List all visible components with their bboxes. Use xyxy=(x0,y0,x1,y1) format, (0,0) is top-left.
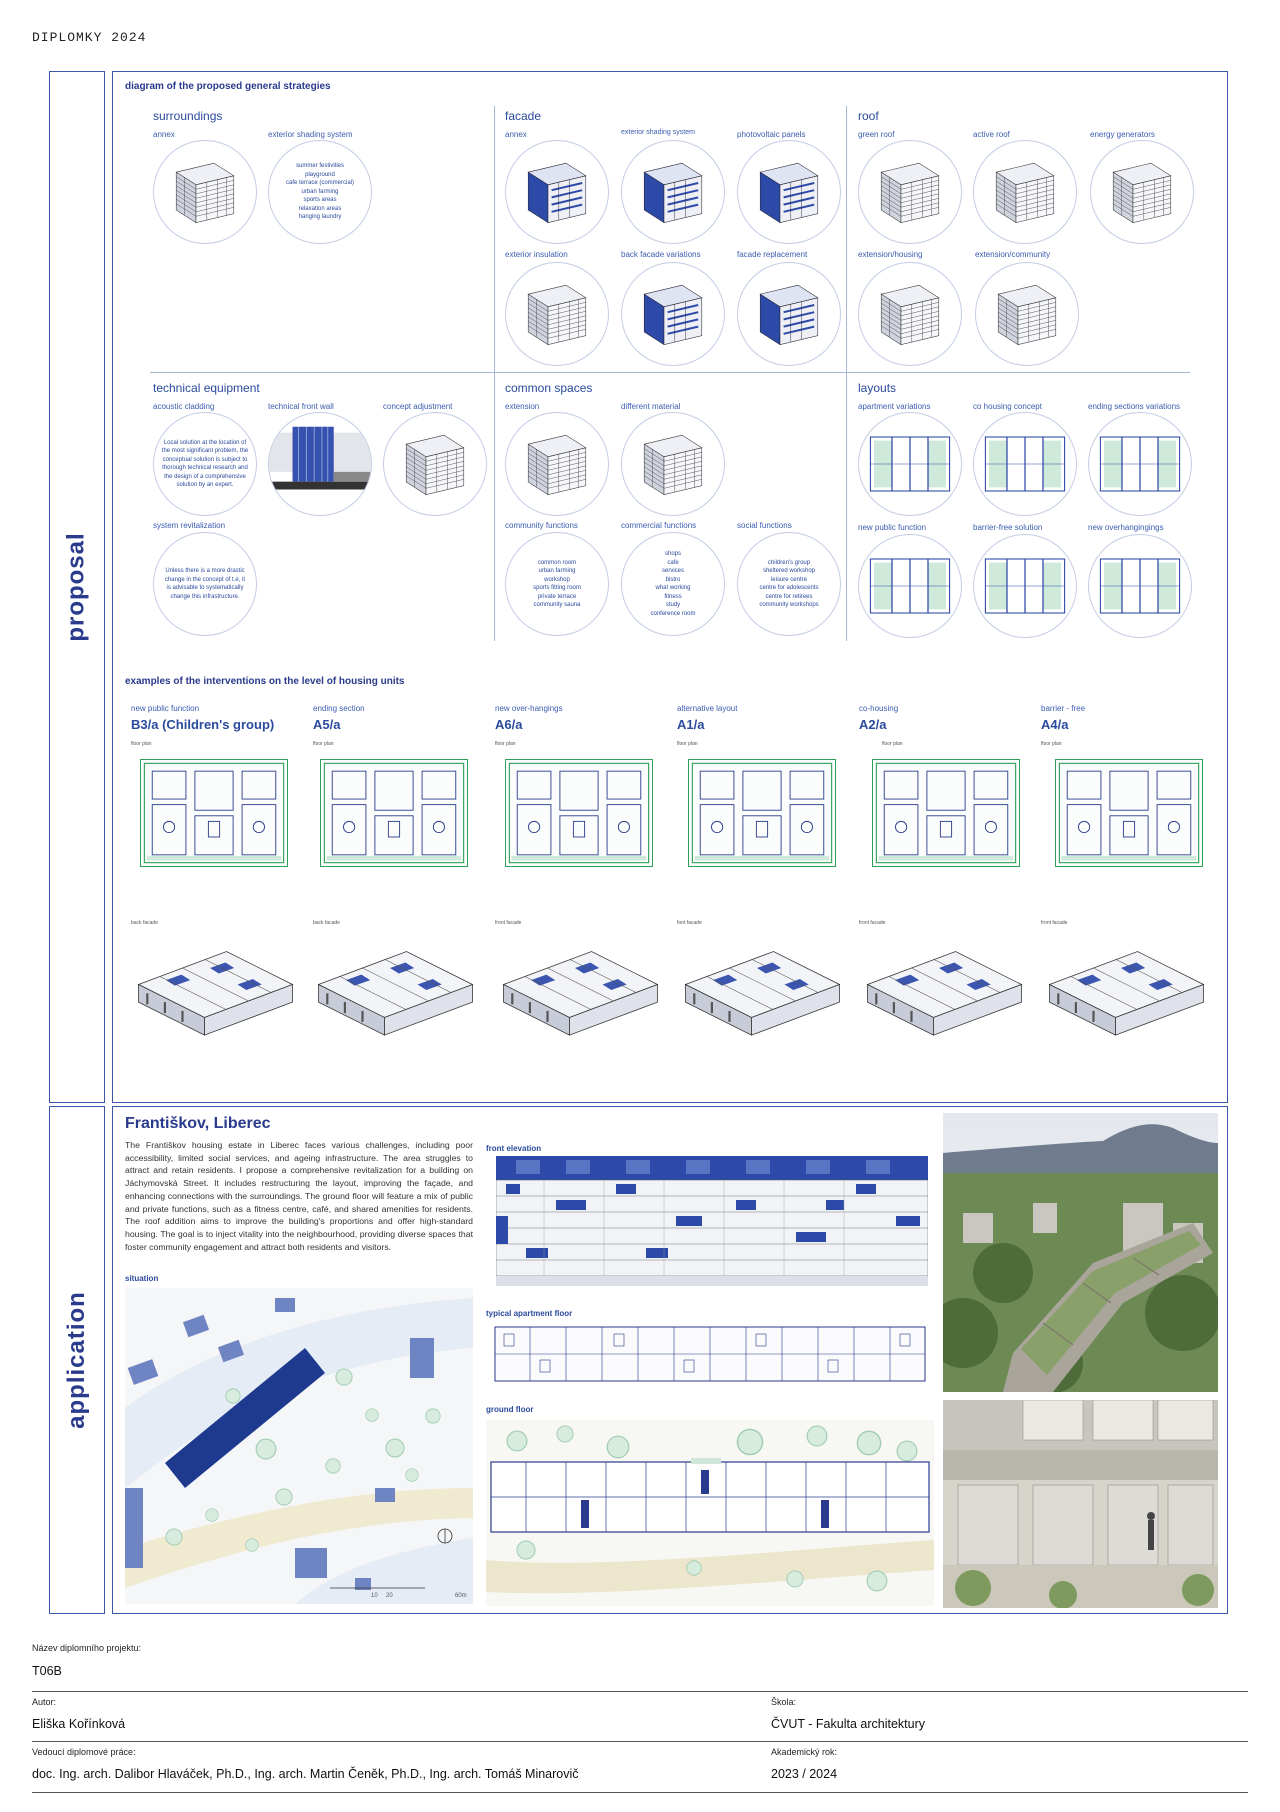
front-wall-icon xyxy=(269,412,371,516)
building-blue-icon xyxy=(744,278,834,350)
building-blue-icon xyxy=(512,156,602,228)
unit-code: A4/a xyxy=(1041,717,1069,732)
scale-10: 10 xyxy=(371,1593,378,1599)
social-item: children's group xyxy=(767,559,811,566)
building-icon xyxy=(982,278,1072,350)
floor-plan-label: floor plan xyxy=(1041,741,1062,747)
year-label: Akademický rok: xyxy=(771,1747,838,1757)
school-label: Škola: xyxy=(771,1697,797,1707)
building-icon xyxy=(160,156,250,228)
lbl-ext-community: extension/community xyxy=(975,250,1051,259)
building-icon xyxy=(865,278,955,350)
lbl-cohousing: co housing concept xyxy=(973,402,1042,411)
divider xyxy=(846,106,847,641)
acoustic-line: thorough technical research and xyxy=(162,465,248,471)
commercial-item: fitness xyxy=(664,593,682,600)
social-item: community workshops xyxy=(759,602,819,608)
floor-plan-label: floor plan xyxy=(313,741,334,747)
unit-kind: barrier - free xyxy=(1041,704,1086,713)
cat-roof: roof xyxy=(858,109,879,123)
building-icon xyxy=(512,428,602,500)
community-item: community sauna xyxy=(533,602,581,608)
circle-facade-annex xyxy=(505,140,609,244)
floor-plan xyxy=(1055,759,1203,867)
lbl-material: different material xyxy=(621,402,681,411)
lbl-ext-housing: extension/housing xyxy=(858,250,923,259)
lbl-photovoltaic: photovoltaic panels xyxy=(737,130,806,139)
lbl-facade-annex: annex xyxy=(505,130,527,139)
lbl-exterior-shading: exterior shading system xyxy=(268,130,353,139)
revitalization-line: change in the concept of t.e, it xyxy=(164,576,246,583)
school-value: ČVUT - Fakulta architektury xyxy=(771,1717,925,1731)
plan-icon xyxy=(865,428,955,500)
circle-concept xyxy=(383,412,487,516)
lbl-barrier: barrier-free solution xyxy=(973,523,1043,532)
circle-extension xyxy=(505,412,609,516)
sidebar-application xyxy=(49,1106,105,1614)
lbl-ending: ending sections variations xyxy=(1088,402,1181,411)
divider xyxy=(32,1691,1248,1692)
ground-floor-plan xyxy=(486,1420,934,1606)
shading-item: summer festivities xyxy=(295,163,344,170)
circle-acoustic xyxy=(153,412,257,516)
ground-floor-label: ground floor xyxy=(486,1405,534,1414)
street-render xyxy=(943,1400,1218,1608)
lbl-apartment: apartment variations xyxy=(858,402,931,411)
lbl-back-variations: back facade variations xyxy=(621,250,701,259)
building-icon xyxy=(744,156,834,228)
floor-plan-label: floor plan xyxy=(882,741,903,747)
lbl-facade-shading: exterior shading system xyxy=(621,129,695,136)
scale-60m: 60m xyxy=(455,1593,467,1599)
axonometric-view xyxy=(133,940,298,1040)
sidebar-proposal-label: proposal xyxy=(63,532,90,642)
circle-replacement xyxy=(737,262,841,366)
circle-material xyxy=(621,412,725,516)
shading-item: sports areas xyxy=(303,197,337,204)
divider xyxy=(494,106,495,641)
author-value: Eliška Kořínková xyxy=(32,1717,126,1731)
circle-cohousing xyxy=(973,412,1077,516)
floor-plan xyxy=(140,759,288,867)
building-icon xyxy=(628,156,718,228)
circle-annex xyxy=(153,140,257,244)
axonometric-view xyxy=(498,940,663,1040)
community-item: private terrace xyxy=(537,593,577,600)
lbl-replacement: facade replacement xyxy=(737,250,808,259)
typical-floor-plan xyxy=(494,1326,926,1382)
circle-photovoltaic xyxy=(737,140,841,244)
acoustic-line: Local solution at the location of xyxy=(163,439,247,446)
circle-commercial xyxy=(621,532,725,636)
divider xyxy=(150,372,1190,373)
lbl-concept: concept adjustment xyxy=(383,402,453,411)
revitalization-line: change this infrastructure. xyxy=(170,593,240,600)
plan-icon xyxy=(1095,550,1185,622)
lbl-annex: annex xyxy=(153,130,175,139)
circle-ext-community xyxy=(975,262,1079,366)
unit-kind: co-housing xyxy=(859,704,899,713)
lbl-overhang: new overhangingings xyxy=(1088,523,1164,532)
axonometric-view xyxy=(680,940,845,1040)
floor-plan-label: floor plan xyxy=(495,741,516,747)
cat-common: common spaces xyxy=(505,381,593,395)
situation-map xyxy=(125,1288,473,1604)
project-value: T06B xyxy=(32,1664,62,1678)
floor-plan-label: floor plan xyxy=(677,741,698,747)
floor-plan xyxy=(688,759,836,867)
situation-label: situation xyxy=(125,1274,159,1283)
circle-green-roof xyxy=(858,140,962,244)
project-label: Název diplomního projektu: xyxy=(32,1643,142,1653)
author-label: Autor: xyxy=(32,1697,57,1707)
circle-front-wall xyxy=(268,412,372,516)
building-icon xyxy=(865,156,955,228)
front-elevation xyxy=(496,1156,928,1286)
circle-facade-shading xyxy=(621,140,725,244)
lbl-front-wall: technical front wall xyxy=(268,402,334,411)
typical-floor-label: typical apartment floor xyxy=(486,1309,573,1318)
building-icon xyxy=(512,278,602,350)
facade-label: back facade xyxy=(131,920,158,926)
circle-public xyxy=(858,534,962,638)
commercial-item: bistro xyxy=(665,576,681,583)
cat-surroundings: surroundings xyxy=(153,109,223,123)
social-item: centre for adolescents xyxy=(759,585,819,591)
acoustic-line: the most significant problem, the xyxy=(161,448,249,454)
app-title: Františkov, Liberec xyxy=(125,1115,271,1132)
axonometric-view xyxy=(1044,940,1209,1040)
lbl-acoustic: acoustic cladding xyxy=(153,402,215,411)
unit-kind: alternative layout xyxy=(677,704,738,713)
facade-label: font facade xyxy=(677,920,702,926)
axonometric-view xyxy=(862,940,1027,1040)
unit-code: A6/a xyxy=(495,717,523,732)
circle-community xyxy=(505,532,609,636)
scale-20: 20 xyxy=(386,1593,393,1599)
cat-layouts: layouts xyxy=(858,381,897,395)
unit-kind: ending section xyxy=(313,704,365,713)
community-item: workshop xyxy=(544,576,570,583)
commercial-item: shops xyxy=(664,551,681,557)
social-item: leisure centre xyxy=(770,576,807,583)
circle-apartment xyxy=(858,412,962,516)
unit-code: A1/a xyxy=(677,717,705,732)
unit-code: B3/a (Children's group) xyxy=(131,717,275,732)
front-elevation-label: front elevation xyxy=(486,1144,542,1153)
cat-facade: facade xyxy=(505,109,542,123)
shading-item: cafe terrace (commercial) xyxy=(285,180,354,187)
building-icon xyxy=(390,428,480,500)
building-icon xyxy=(980,156,1070,228)
circle-overhang xyxy=(1088,534,1192,638)
lbl-community: community functions xyxy=(505,521,578,530)
facade-label: back facade xyxy=(313,920,340,926)
page-header: DIPLOMKY 2024 xyxy=(32,30,147,45)
plan-icon xyxy=(980,550,1070,622)
floor-plan-label: floor plan xyxy=(131,741,152,747)
circle-active-roof xyxy=(973,140,1077,244)
circle-barrier xyxy=(973,534,1077,638)
acoustic-line: conceptual solution is subject to xyxy=(162,456,248,463)
lbl-social: social functions xyxy=(737,521,792,530)
revitalization-line: Unless there is a more drastic xyxy=(165,568,245,574)
lbl-public: new public function xyxy=(858,523,927,532)
app-description: The Františkov housing estate in Liberec faces various challenges, including poor accessibility, limited social services, and ageing infrastructure. The area struggles to attract and retain residents. I propose a comprehensive revitalization for a building on Jáchymovská Street. It includes restructuring the layout, improving the façade, and enhancing connections with the surroundings. The ground floor will feature a mix of public and private functions, such as a fitness centre, café, and shared amenities for residents. The roof addition aims to improve the building's proportions and offer high-standard housing. The goal is to inject vitality into the neighbourhood, providing diverse spaces that foster community engagement and attract both residents and visitors. xyxy=(125,1140,473,1252)
shading-item: urban farming xyxy=(301,188,339,195)
circle-shading xyxy=(268,140,372,244)
building-icon xyxy=(1097,156,1187,228)
shading-item: relaxation areas xyxy=(298,205,342,212)
lbl-active-roof: active roof xyxy=(973,130,1010,139)
aerial-photo xyxy=(943,1113,1218,1392)
building-blue-icon xyxy=(628,278,718,350)
facade-label: front facade xyxy=(1041,920,1068,926)
lbl-revitalization: system revitalization xyxy=(153,521,226,530)
acoustic-line: solution by an expert. xyxy=(176,482,234,488)
circle-revitalization xyxy=(153,532,257,636)
plan-icon xyxy=(865,550,955,622)
floor-plan xyxy=(872,759,1020,867)
floor-plan xyxy=(505,759,653,867)
lbl-extension: extension xyxy=(505,402,540,411)
facade-label: front facade xyxy=(495,920,522,926)
commercial-item: what working xyxy=(655,585,691,591)
circle-ext-housing xyxy=(858,262,962,366)
floor-plan xyxy=(320,759,468,867)
lbl-commercial: commercial functions xyxy=(621,521,697,530)
circle-ending xyxy=(1088,412,1192,516)
social-item: centre for retirees xyxy=(765,593,813,600)
circle-insulation xyxy=(505,262,609,366)
unit-kind: new public function xyxy=(131,704,200,713)
shading-item: playground xyxy=(305,171,335,178)
year-value: 2023 / 2024 xyxy=(771,1767,838,1781)
commercial-item: conference room xyxy=(650,610,696,617)
plan-icon xyxy=(1095,428,1185,500)
divider xyxy=(32,1741,1248,1742)
units-title: examples of the interventions on the level of housing units xyxy=(125,676,405,687)
circle-social xyxy=(737,532,841,636)
strategies-title: diagram of the proposed general strategies xyxy=(125,81,331,92)
cat-technical: technical equipment xyxy=(153,381,260,395)
axonometric-view xyxy=(313,940,478,1040)
unit-kind: new over-hangings xyxy=(495,704,563,713)
plan-icon xyxy=(980,428,1070,500)
lbl-energy: energy generators xyxy=(1090,130,1155,139)
lbl-insulation: exterior insulation xyxy=(505,250,568,259)
community-item: sports fitting room xyxy=(533,585,581,591)
circle-back-variations xyxy=(621,262,725,366)
unit-code: A5/a xyxy=(313,717,341,732)
social-item: sheltered workshop xyxy=(762,568,815,574)
facade-label: front facade xyxy=(859,920,886,926)
divider xyxy=(32,1792,1248,1793)
building-icon xyxy=(628,428,718,500)
community-item: common room xyxy=(537,559,577,566)
sidebar-application-label: application xyxy=(63,1291,90,1429)
circle-energy xyxy=(1090,140,1194,244)
commercial-item: cafe xyxy=(667,559,679,566)
acoustic-line: the design of a comprehensive xyxy=(164,473,246,480)
sidebar-proposal xyxy=(49,71,105,1103)
shading-item: hanging laundry xyxy=(298,214,342,221)
supervisor-label: Vedoucí diplomové práce: xyxy=(32,1747,136,1757)
commercial-item: services xyxy=(661,568,684,574)
commercial-item: study xyxy=(665,602,681,608)
supervisor-value: doc. Ing. arch. Dalibor Hlaváček, Ph.D., Ing. arch. Martin Čeněk, Ph.D., Ing. arch. Tomáš Minarovič xyxy=(32,1767,579,1781)
revitalization-line: is advisable to systematically xyxy=(166,585,244,591)
unit-code: A2/a xyxy=(859,717,887,732)
lbl-green-roof: green roof xyxy=(858,130,895,139)
community-item: urban farming xyxy=(538,568,576,574)
